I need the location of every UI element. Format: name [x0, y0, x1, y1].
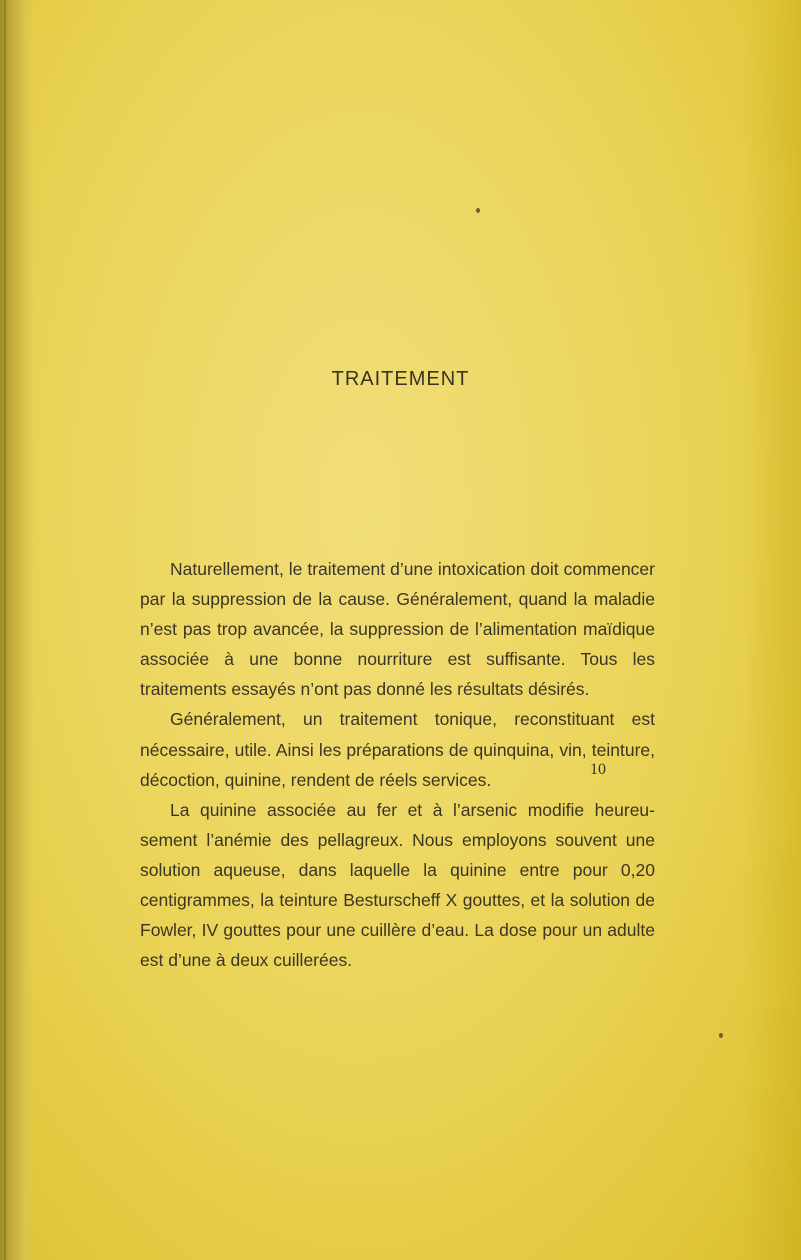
- binding-edge: [0, 0, 34, 1260]
- page-title: TRAITEMENT: [331, 368, 470, 390]
- page-shading: [741, 0, 801, 1260]
- paragraph-2: Généralement, un traitement tonique, reconstituant est nécessaire, utile. Ainsi les préparations de quinquina, vin, teinture, décoction, quinine, rendent de réels services.: [140, 709, 655, 790]
- paragraph-3: La quinine associée au fer et à l’arsenic modifie heureusement l’anémie des pellagreux. Nous employons souvent une solution aqueuse, dans laquelle la quinine entre pour 0,20 centigrammes, la teinture Besturscheff X gouttes, et la solution de Fowler, IV gouttes pour une cuillère d’eau. La dose pour un adulte est d’une à deux cuillerées.: [140, 799, 655, 971]
- body-text: [140, 554, 655, 975]
- page-number: 10: [590, 761, 606, 778]
- paper-speck: [719, 1033, 723, 1038]
- paragraph-1: Naturellement, le traitement d’une intoxication doit commencer par la suppression de la cause. Généralement, quand la maladie n’est pas trop avancée, la suppression de l’alimentation maïdique associée à une bonne nourriture est suffisante. Tous les traitements essayés n’ont pas donné les résultats désirés.: [140, 559, 655, 700]
- paper-speck: [476, 208, 480, 213]
